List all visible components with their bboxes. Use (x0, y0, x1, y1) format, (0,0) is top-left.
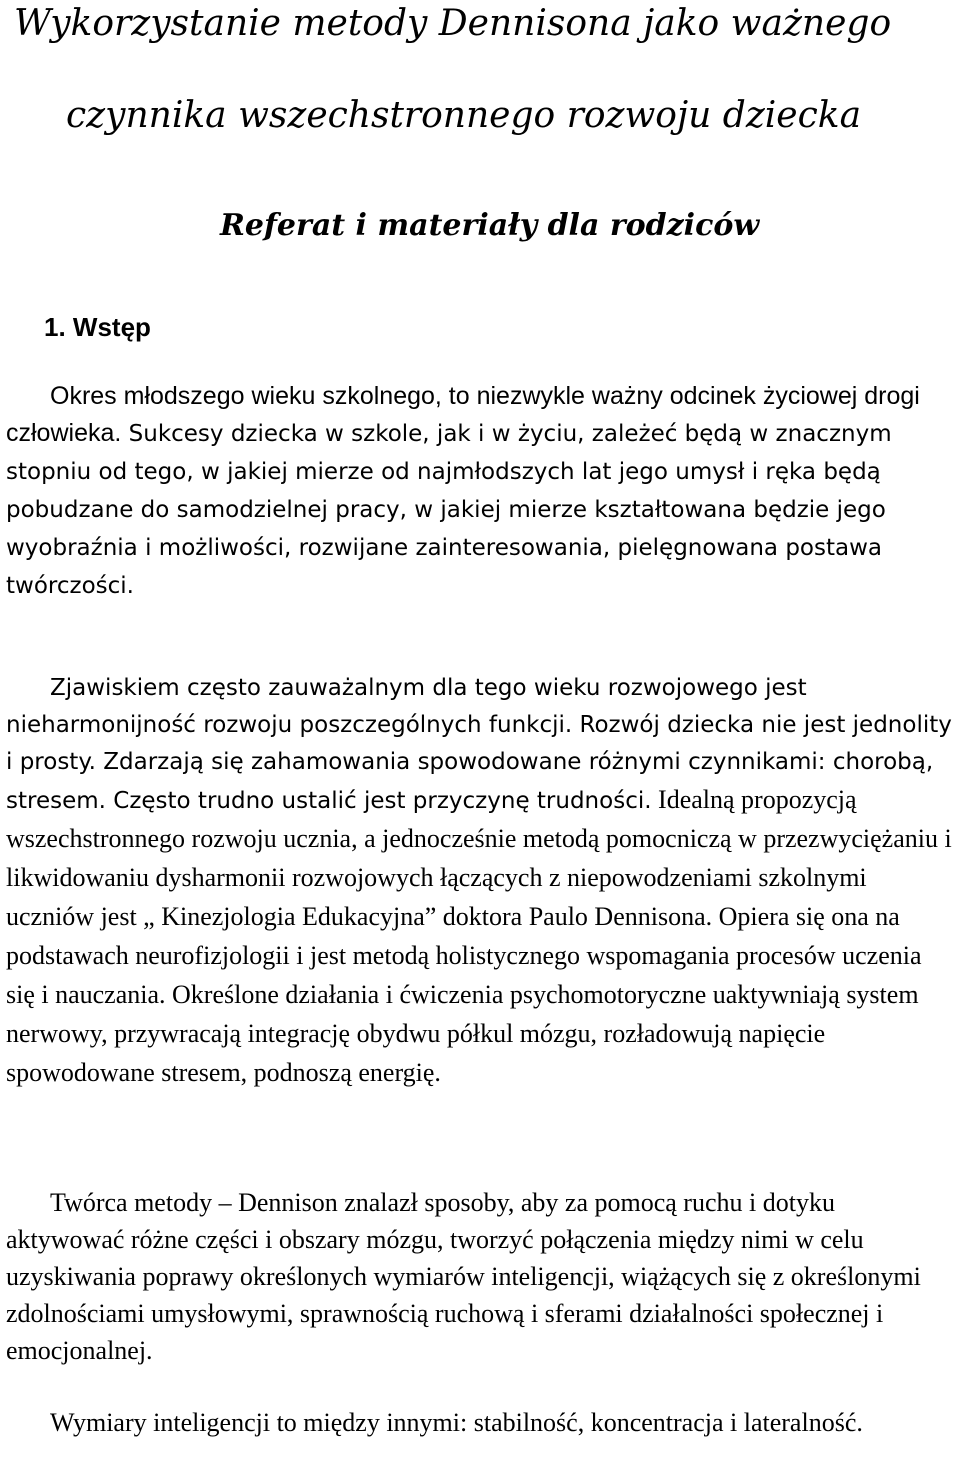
paragraph-1-part-a: Okres młodszego wieku szkolnego, to niezwykle ważny odcinek życiowej drogi człowieka. (6, 382, 920, 447)
paragraph-2 (6, 670, 954, 1093)
paragraph-4: Wymiary inteligencji to między innymi: stabilność, koncentracja i lateralność. (50, 1408, 863, 1437)
title-line-2: czynnika wszechstronnego rozwoju dziecka (66, 95, 862, 136)
paragraph-1 (6, 378, 954, 605)
paragraph-1-part-b: Sukcesy dziecka w szkole, jak i w życiu, zależeć będą w znacznym stopniu od tego, w jakiej mierze od najmłodszych lat jego umysł i ręka będą pobudzane do samodzielnej pracy, w jakiej mierze kształtowana będzie jego wyobraźnia i możliwości, rozwijane zainteresowania, pielęgnowana postawa twórczości. (6, 421, 892, 599)
document-title (14, 0, 954, 140)
paragraph-2-part-a: Zjawiskiem często zauważalnym dla tego wieku rozwojowego jest nieharmonijność rozwoju poszczególnych funkcji. Rozwój dziecka nie jest jednolity i prosty. Zdarzają się zahamowania spowodowane różnymi czynnikami: chorobą, stresem. Często trudno ustalić jest przyczynę trudności. (6, 675, 952, 814)
document-subtitle: Referat i materiały dla rodziców (220, 208, 760, 243)
title-line-1: Wykorzystanie metody Dennisona jako ważnego (14, 3, 892, 44)
paragraph-2-part-b: Idealną propozycją wszechstronnego rozwoju ucznia, a jednocześnie metodą pomocniczą w przezwyciężaniu i likwidowaniu dysharmonii rozwojowych łączących z niepowodzeniami szkolnymi uczniów jest „ Kinezjologia Edukacyjna” doktora Paulo Dennisona. Opiera się ona na podstawach neurofizjologii i jest metodą holistycznego wspomagania procesów uczenia się i nauczania. Określone działania i ćwiczenia psychomotoryczne uaktywniają system nerwowy, przywracają integrację obydwu półkul mózgu, rozładowują napięcie spowodowane stresem, podnoszą energię. (6, 785, 952, 1087)
section-heading-intro: 1. Wstęp (44, 312, 151, 342)
paragraph-3: Twórca metody – Dennison znalazł sposoby, aby za pomocą ruchu i dotyku aktywować różne części i obszary mózgu, tworzyć połączenia między nimi w celu uzyskiwania poprawy określonych wymiarów inteligencji, wiążących się z określonymi zdolnościami umysłowymi, sprawnością ruchową i sferami działalności społecznej i emocjonalnej. (6, 1188, 921, 1365)
